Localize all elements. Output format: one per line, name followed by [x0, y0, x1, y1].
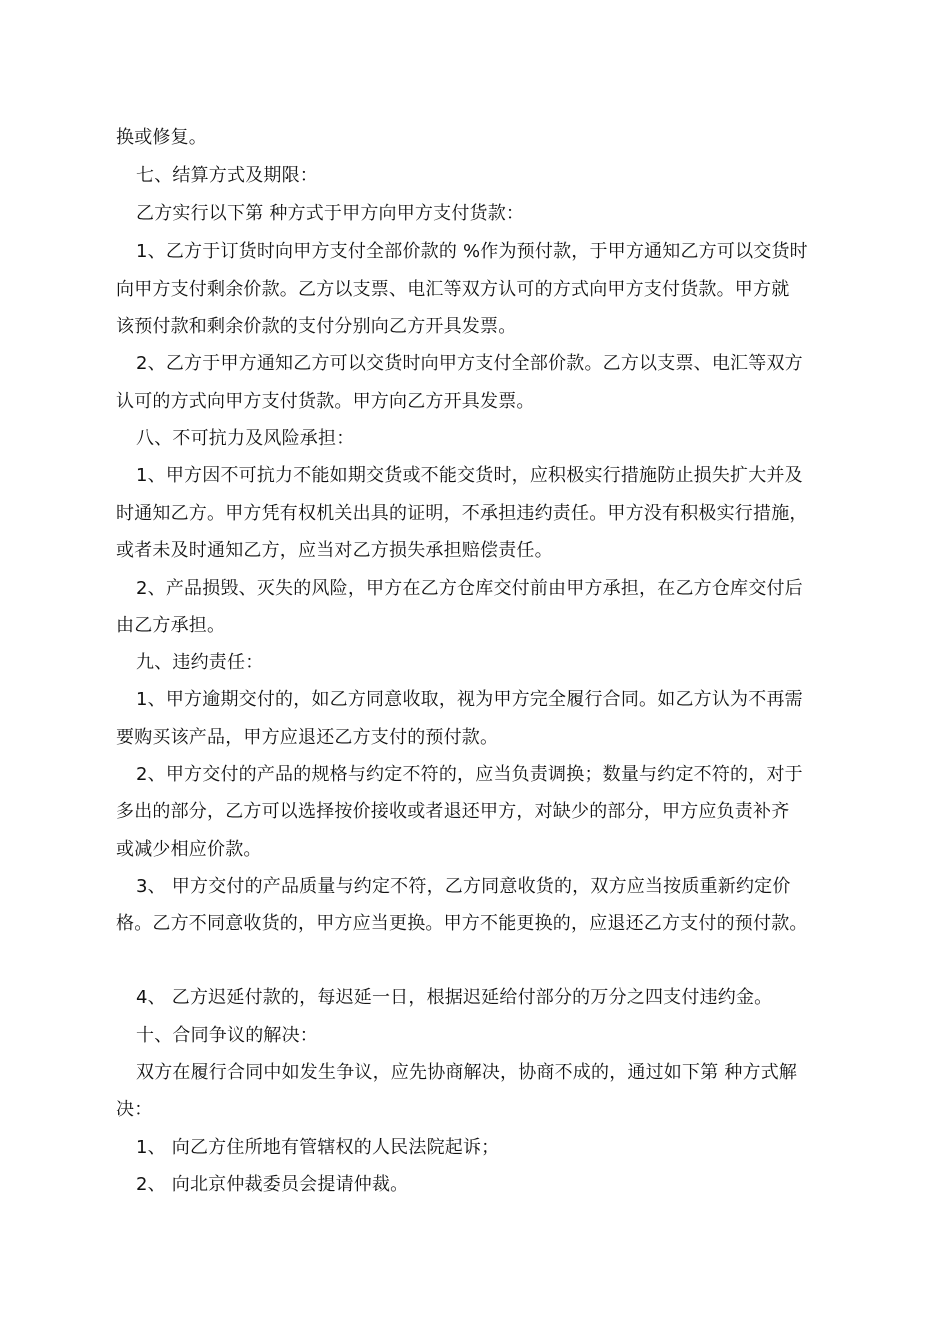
text-line: 时通知乙方。甲方凭有权机关出具的证明，不承担违约责任。甲方没有积极实行措施， — [116, 503, 808, 524]
text-line: 1、甲方逾期交付的，如乙方同意收取，视为甲方完全履行合同。如乙方认为不再需 — [136, 689, 803, 710]
text-line: 决： — [116, 1099, 153, 1120]
text-line: 向甲方支付剩余价款。乙方以支票、电汇等双方认可的方式向甲方支付货款。甲方就 — [116, 279, 790, 300]
text-line: 2、甲方交付的产品的规格与约定不符的，应当负责调换；数量与约定不符的，对于 — [136, 764, 803, 785]
section-heading-dispute: 十、合同争议的解决： — [136, 1025, 318, 1046]
text-line: 换或修复。 — [116, 127, 207, 148]
text-line: 或减少相应价款。 — [116, 839, 262, 860]
text-line: 认可的方式向甲方支付货款。甲方向乙方开具发票。 — [116, 391, 535, 412]
section-heading-settlement: 七、结算方式及期限： — [136, 165, 318, 186]
text-line: 要购买该产品，甲方应退还乙方支付的预付款。 — [116, 727, 499, 748]
text-line: 乙方实行以下第 种方式于甲方向甲方支付货款： — [136, 203, 525, 224]
text-line: 多出的部分，乙方可以选择按价接收或者退还甲方，对缺少的部分，甲方应负责补齐 — [116, 801, 790, 822]
text-line: 1、 向乙方住所地有管辖权的人民法院起诉； — [136, 1137, 500, 1158]
section-heading-force-majeure: 八、不可抗力及风险承担： — [136, 428, 355, 449]
text-line: 2、 向北京仲裁委员会提请仲裁。 — [136, 1174, 409, 1195]
section-heading-liability: 九、违约责任： — [136, 652, 264, 673]
text-line: 4、 乙方迟延付款的，每迟延一日，根据迟延给付部分的万分之四支付违约金。 — [136, 987, 773, 1008]
text-line: 1、甲方因不可抗力不能如期交货或不能交货时，应积极实行措施防止损失扩大并及 — [136, 465, 803, 486]
text-line: 该预付款和剩余价款的支付分别向乙方开具发票。 — [116, 316, 517, 337]
text-line: 1、乙方于订货时向甲方支付全部价款的 %作为预付款，于甲方通知乙方可以交货时 — [136, 241, 808, 262]
text-line: 2、产品损毁、灭失的风险，甲方在乙方仓库交付前由甲方承担，在乙方仓库交付后 — [136, 578, 803, 599]
text-line: 2、乙方于甲方通知乙方可以交货时向甲方支付全部价款。乙方以支票、电汇等双方 — [136, 353, 803, 374]
text-line: 双方在履行合同中如发生争议，应先协商解决，协商不成的，通过如下第 种方式解 — [136, 1062, 798, 1083]
text-line: 格。乙方不同意收货的，甲方应当更换。甲方不能更换的，应退还乙方支付的预付款。 — [116, 913, 808, 934]
text-line: 3、 甲方交付的产品质量与约定不符，乙方同意收货的，双方应当按质重新约定价 — [136, 876, 791, 897]
text-line: 或者未及时通知乙方，应当对乙方损失承担赔偿责任。 — [116, 540, 553, 561]
text-line: 由乙方承担。 — [116, 615, 226, 636]
